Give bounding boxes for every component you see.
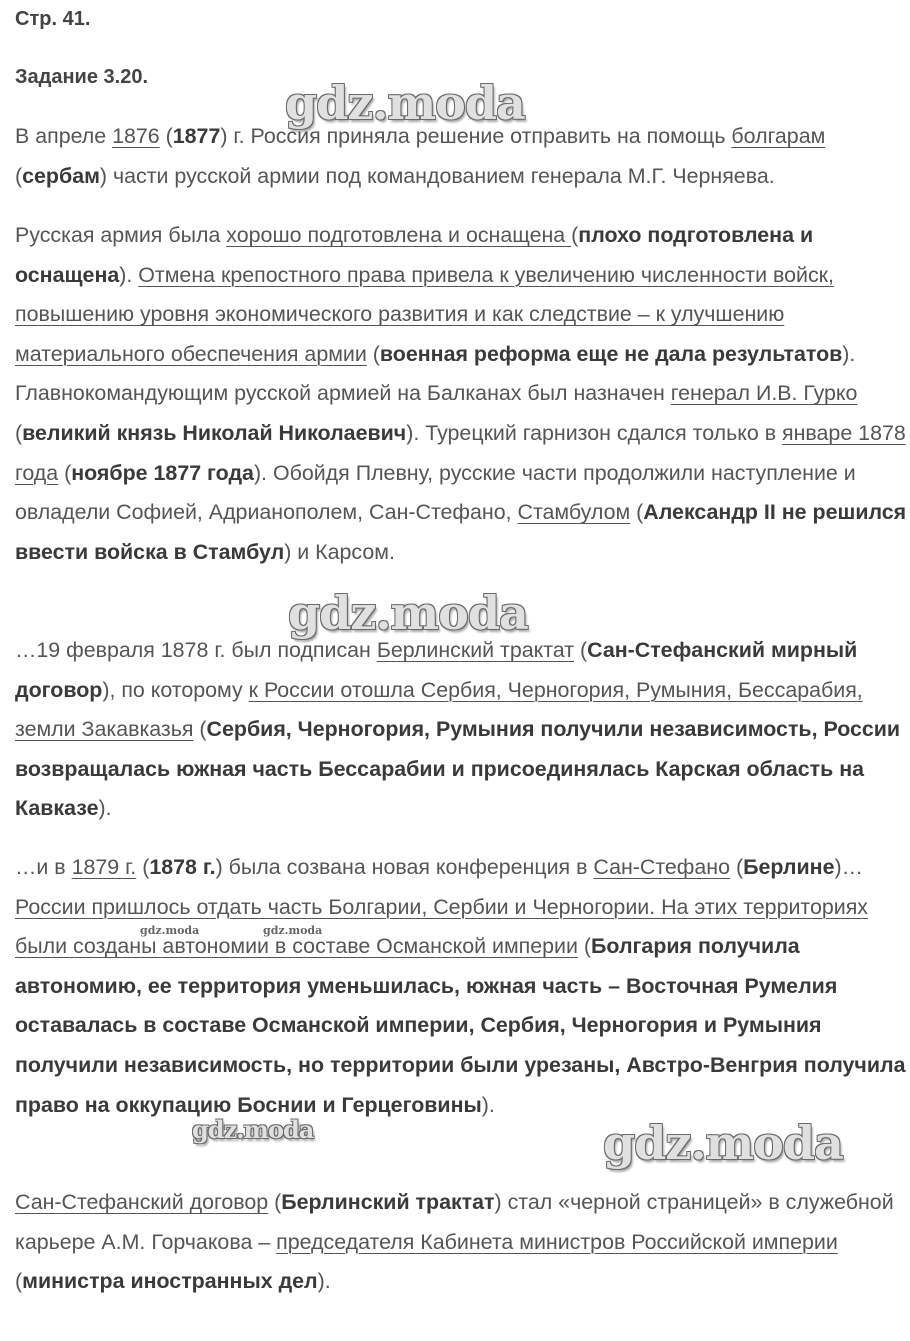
underlined-error: 1879 г. [71, 855, 137, 879]
text-segment: ( [15, 420, 23, 445]
text-segment: Русская армия была [15, 223, 227, 247]
bold-answer: ноябре 1877 года [71, 460, 254, 485]
text-segment: ). [119, 262, 139, 287]
page-number: Стр. 41. [15, 8, 91, 30]
bold-answer: Берлине [743, 855, 835, 879]
text-segment: ( [577, 934, 592, 959]
underlined-error: январе 1878 года [15, 420, 906, 485]
underlined-error: генерал И.В. Гурко [670, 381, 858, 406]
text-segment: ). [98, 796, 112, 821]
text-segment: …и в [15, 855, 72, 879]
underlined-error: Сан-Стефано [593, 855, 731, 879]
watermark-logo: gdz.moda [285, 76, 525, 130]
text-segment: ( [15, 163, 23, 188]
watermark-logo: gdz.moda [140, 924, 200, 937]
text-segment: ( [193, 717, 207, 742]
text-segment: ) стал «черной страницей» в служебной карьере А.М. Горчакова – [15, 1190, 894, 1254]
underlined-error: России пришлось отдать часть Болгарии, Сербии и Черногории. На этих территориях были созданы автономии в составе Османской империи [15, 894, 869, 959]
paragraph-5 [15, 1183, 907, 1302]
text-segment: ) и Карсом. [284, 539, 395, 564]
underlined-error: Стамбулом [517, 500, 631, 525]
text-segment: ( [366, 341, 380, 366]
bold-answer: 1878 г. [149, 855, 216, 879]
text-segment: В апреле [15, 124, 113, 148]
text-segment: ), по которому [102, 677, 249, 702]
text-segment: ( [58, 460, 72, 485]
underlined-error: хорошо подготовлена и оснащена [226, 223, 572, 247]
bold-answer: Болгария получила автономию, ее территория уменьшилась, южная часть – Восточная Румелия оставалась в составе Османской империи, Сербия, Черногория и Румыния получили независимость, но территории были урезаны, Австро-Венгрия получила право на оккупацию Боснии и Герцеговины [15, 934, 906, 1117]
text-segment: ) г. Россия приняла решение отправить на помощь [220, 124, 732, 148]
text-segment: ( [159, 124, 173, 148]
bold-answer: Сербия, Черногория, Румыния получили независимость, России возвращалась южная часть Бессарабии и присоединялась Карская область на Кавказе [15, 717, 901, 821]
underlined-error: 1876 [112, 124, 160, 148]
underlined-error: Отмена крепостного права привела к увеличению численности войск, повышению уровня экономического развития и как следствие – к улучшению материального обеспечения армии [15, 262, 834, 366]
bold-answer: великий князь Николай Николаевич [22, 420, 407, 445]
underlined-error: к России отошла Сербия, Черногория, Румыния, Бессарабия, земли Закавказья [15, 677, 863, 742]
underlined-error: болгарам [731, 124, 826, 148]
text-segment: )… [834, 855, 863, 879]
bold-answer: сербам [22, 163, 100, 188]
text-segment: ( [136, 855, 150, 879]
underlined-error: председателя Кабинета министров Российской империи [276, 1229, 838, 1254]
bold-answer: военная реформа еще не дала результатов [379, 341, 843, 366]
text-segment: ). [317, 1269, 331, 1294]
text-segment: ( [730, 855, 744, 879]
text-segment: ( [268, 1190, 282, 1214]
text-segment: ( [630, 500, 644, 525]
text-segment: ) части русской армии под командованием генерала М.Г. Черняева. [99, 163, 775, 188]
underlined-error: Сан-Стефанский договор [15, 1190, 269, 1214]
text-segment: ). Обойдя Плевну, русские части продолжили наступление и овладели Софией, Адрианополем, Сан-Стефано, [15, 460, 856, 525]
watermark-logo: gdz.moda [288, 586, 528, 640]
bold-answer: Берлинский трактат [281, 1190, 495, 1214]
watermark-logo: gdz.moda [263, 924, 323, 937]
text-segment: ) была созвана новая конференция в [215, 855, 594, 879]
text-segment: ). Турецкий гарнизон сдался только в [406, 420, 783, 445]
text-segment: …19 февраля 1878 г. был подписан [15, 638, 377, 662]
text-segment: ). [481, 1092, 495, 1117]
task-title: Задание 3.20. [15, 66, 149, 88]
bold-answer: 1877 [172, 124, 221, 148]
text-segment: ( [15, 1269, 23, 1294]
underlined-error: Берлинский трактат [376, 638, 575, 662]
watermark-logo: gdz.moda [603, 1116, 843, 1170]
bold-answer: плохо подготовлена и оснащена [15, 223, 814, 287]
watermark-logo: gdz.moda [192, 1115, 314, 1144]
paragraph-3 [15, 631, 907, 829]
text-segment: ). Главнокомандующим русской армией на Балканах был назначен [15, 341, 856, 406]
paragraph-4 [15, 848, 907, 1125]
paragraph-1 [15, 117, 907, 196]
text-segment: ( [571, 223, 579, 247]
bold-answer: Сан-Стефанский мирный договор [15, 638, 858, 702]
paragraph-2 [15, 216, 907, 572]
bold-answer: министра иностранных дел [22, 1269, 318, 1294]
text-segment: ( [574, 638, 588, 662]
bold-answer: Александр II не решился ввести войска в Стамбул [15, 500, 907, 564]
